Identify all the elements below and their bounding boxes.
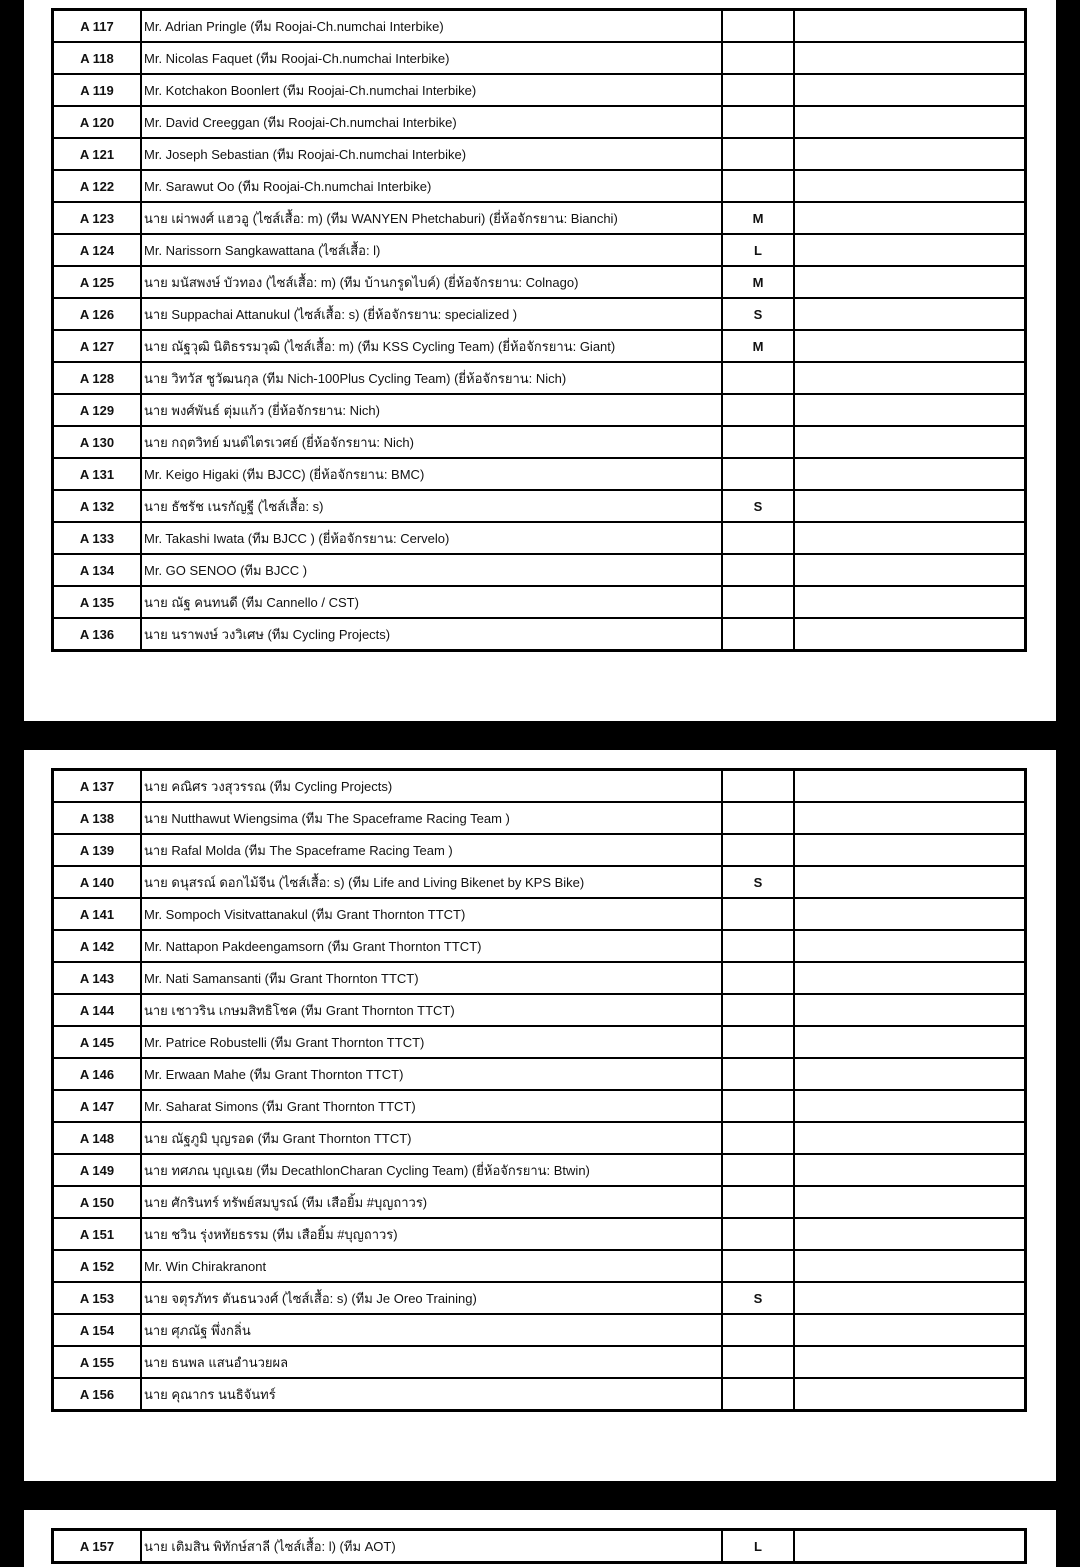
extra-cell (794, 866, 1026, 898)
participant-name-cell: Mr. Kotchakon Boonlert (ทีม Roojai-Ch.numchai Interbike) (141, 74, 722, 106)
participant-name-cell: นาย กฤตวิทย์ มนต์ไตรเวศย์ (ยี่ห้อจักรยาน: Nich) (141, 426, 722, 458)
shirt-size-cell (722, 106, 794, 138)
extra-cell (794, 106, 1026, 138)
participant-table (51, 8, 1027, 652)
participant-table (51, 1528, 1027, 1564)
shirt-size-cell: M (722, 202, 794, 234)
bib-number-cell: A 146 (53, 1058, 142, 1090)
table-row (53, 394, 1026, 426)
table-row (53, 1250, 1026, 1282)
participant-name-cell: นาย ดนุสรณ์ ดอกไม้จีน (ไซส์เสื้อ: s) (ทีม Life and Living Bikenet by KPS Bike) (141, 866, 722, 898)
extra-cell (794, 10, 1026, 43)
shirt-size-cell (722, 362, 794, 394)
extra-cell (794, 1154, 1026, 1186)
bib-number-cell: A 149 (53, 1154, 142, 1186)
table-row (53, 202, 1026, 234)
extra-cell (794, 458, 1026, 490)
participant-name-cell: นาย ณัฐ คนทนดี (ทีม Cannello / CST) (141, 586, 722, 618)
bib-number-cell: A 135 (53, 586, 142, 618)
participant-name-cell: นาย ศุภณัฐ พึ่งกลิ่น (141, 1314, 722, 1346)
participant-name-cell: นาย เติมสิน พิทักษ์สาลี (ไซส์เสื้อ: l) (ทีม AOT) (141, 1530, 722, 1563)
extra-cell (794, 42, 1026, 74)
table-row (53, 138, 1026, 170)
table-row (53, 458, 1026, 490)
shirt-size-cell: S (722, 490, 794, 522)
extra-cell (794, 802, 1026, 834)
bib-number-cell: A 154 (53, 1314, 142, 1346)
extra-cell (794, 1378, 1026, 1411)
shirt-size-cell (722, 930, 794, 962)
table-row (53, 1282, 1026, 1314)
bib-number-cell: A 126 (53, 298, 142, 330)
shirt-size-cell (722, 1026, 794, 1058)
bib-number-cell: A 118 (53, 42, 142, 74)
table-row (53, 898, 1026, 930)
participant-name-cell: Mr. Patrice Robustelli (ทีม Grant Thornton TTCT) (141, 1026, 722, 1058)
extra-cell (794, 170, 1026, 202)
extra-cell (794, 586, 1026, 618)
table-row (53, 42, 1026, 74)
shirt-size-cell: M (722, 266, 794, 298)
shirt-size-cell: L (722, 1530, 794, 1563)
participant-table (51, 768, 1027, 1412)
bib-number-cell: A 157 (53, 1530, 142, 1563)
shirt-size-cell (722, 770, 794, 803)
bib-number-cell: A 122 (53, 170, 142, 202)
participant-name-cell: Mr. Nati Samansanti (ทีม Grant Thornton TTCT) (141, 962, 722, 994)
table-row (53, 10, 1026, 43)
table-row (53, 554, 1026, 586)
extra-cell (794, 898, 1026, 930)
shirt-size-cell (722, 1154, 794, 1186)
table-row (53, 1090, 1026, 1122)
shirt-size-cell (722, 74, 794, 106)
table-row (53, 266, 1026, 298)
table-row (53, 1346, 1026, 1378)
participant-name-cell: Mr. Sarawut Oo (ทีม Roojai-Ch.numchai Interbike) (141, 170, 722, 202)
table-row (53, 330, 1026, 362)
extra-cell (794, 362, 1026, 394)
participant-name-cell: Mr. Saharat Simons (ทีม Grant Thornton TTCT) (141, 1090, 722, 1122)
table-row (53, 1186, 1026, 1218)
bib-number-cell: A 144 (53, 994, 142, 1026)
bib-number-cell: A 120 (53, 106, 142, 138)
participant-name-cell: นาย ธนพล แสนอำนวยผล (141, 1346, 722, 1378)
participant-name-cell: Mr. Takashi Iwata (ทีม BJCC ) (ยี่ห้อจักรยาน: Cervelo) (141, 522, 722, 554)
shirt-size-cell (722, 898, 794, 930)
extra-cell (794, 554, 1026, 586)
shirt-size-cell: S (722, 298, 794, 330)
participant-name-cell: Mr. Erwaan Mahe (ทีม Grant Thornton TTCT) (141, 1058, 722, 1090)
extra-cell (794, 1346, 1026, 1378)
bib-number-cell: A 145 (53, 1026, 142, 1058)
table-row (53, 1154, 1026, 1186)
bib-number-cell: A 143 (53, 962, 142, 994)
bib-number-cell: A 131 (53, 458, 142, 490)
participant-name-cell: นาย วิทวัส ชูวัฒนกุล (ทีม Nich-100Plus Cycling Team) (ยี่ห้อจักรยาน: Nich) (141, 362, 722, 394)
participant-name-cell: นาย ธัชรัช เนรกัญฐี (ไซส์เสื้อ: s) (141, 490, 722, 522)
participant-name-cell: Mr. GO SENOO (ทีม BJCC ) (141, 554, 722, 586)
extra-cell (794, 490, 1026, 522)
table-row (53, 618, 1026, 651)
shirt-size-cell (722, 394, 794, 426)
table-row (53, 1530, 1026, 1563)
document-page-1 (24, 0, 1056, 721)
shirt-size-cell: S (722, 866, 794, 898)
table-row (53, 994, 1026, 1026)
table-row (53, 362, 1026, 394)
bib-number-cell: A 124 (53, 234, 142, 266)
table-row (53, 522, 1026, 554)
participant-name-cell: นาย พงศ์พันธ์ ตุ่มแก้ว (ยี่ห้อจักรยาน: Nich) (141, 394, 722, 426)
bib-number-cell: A 121 (53, 138, 142, 170)
extra-cell (794, 138, 1026, 170)
extra-cell (794, 1090, 1026, 1122)
bib-number-cell: A 138 (53, 802, 142, 834)
shirt-size-cell (722, 834, 794, 866)
bib-number-cell: A 127 (53, 330, 142, 362)
shirt-size-cell: L (722, 234, 794, 266)
bib-number-cell: A 123 (53, 202, 142, 234)
shirt-size-cell (722, 962, 794, 994)
participant-name-cell: นาย คุณากร นนธิจันทร์ (141, 1378, 722, 1411)
bib-number-cell: A 139 (53, 834, 142, 866)
table-row (53, 962, 1026, 994)
table-row (53, 770, 1026, 803)
extra-cell (794, 266, 1026, 298)
bib-number-cell: A 142 (53, 930, 142, 962)
bib-number-cell: A 133 (53, 522, 142, 554)
extra-cell (794, 74, 1026, 106)
bib-number-cell: A 129 (53, 394, 142, 426)
participant-name-cell: นาย Suppachai Attanukul (ไซส์เสื้อ: s) (ยี่ห้อจักรยาน: specialized ) (141, 298, 722, 330)
extra-cell (794, 522, 1026, 554)
document-page-3 (24, 1510, 1056, 1567)
participant-name-cell: Mr. Keigo Higaki (ทีม BJCC) (ยี่ห้อจักรยาน: BMC) (141, 458, 722, 490)
extra-cell (794, 618, 1026, 651)
participant-name-cell: Mr. Sompoch Visitvattanakul (ทีม Grant Thornton TTCT) (141, 898, 722, 930)
bib-number-cell: A 141 (53, 898, 142, 930)
shirt-size-cell (722, 618, 794, 651)
table-row (53, 426, 1026, 458)
extra-cell (794, 234, 1026, 266)
shirt-size-cell (722, 10, 794, 43)
extra-cell (794, 1122, 1026, 1154)
table-row (53, 1218, 1026, 1250)
table-row (53, 298, 1026, 330)
shirt-size-cell (722, 138, 794, 170)
participant-name-cell: นาย นราพงษ์ วงวิเศษ (ทีม Cycling Projects) (141, 618, 722, 651)
shirt-size-cell: S (722, 1282, 794, 1314)
shirt-size-cell (722, 1378, 794, 1411)
bib-number-cell: A 156 (53, 1378, 142, 1411)
participant-name-cell: นาย ทศภณ บุญเฉย (ทีม DecathlonCharan Cycling Team) (ยี่ห้อจักรยาน: Btwin) (141, 1154, 722, 1186)
table-row (53, 1122, 1026, 1154)
extra-cell (794, 1026, 1026, 1058)
participant-name-cell: Mr. David Creeggan (ทีม Roojai-Ch.numchai Interbike) (141, 106, 722, 138)
bib-number-cell: A 132 (53, 490, 142, 522)
table-row (53, 834, 1026, 866)
participant-name-cell: นาย จตุรภัทร ตันธนวงศ์ (ไซส์เสื้อ: s) (ทีม Je Oreo Training) (141, 1282, 722, 1314)
extra-cell (794, 1218, 1026, 1250)
bib-number-cell: A 137 (53, 770, 142, 803)
shirt-size-cell (722, 554, 794, 586)
bib-number-cell: A 153 (53, 1282, 142, 1314)
participant-name-cell: Mr. Win Chirakranont (141, 1250, 722, 1282)
table-row (53, 1026, 1026, 1058)
extra-cell (794, 1282, 1026, 1314)
bib-number-cell: A 136 (53, 618, 142, 651)
extra-cell (794, 962, 1026, 994)
bib-number-cell: A 140 (53, 866, 142, 898)
participant-name-cell: นาย Nutthawut Wiengsima (ทีม The Spaceframe Racing Team ) (141, 802, 722, 834)
participant-name-cell: Mr. Nattapon Pakdeengamsorn (ทีม Grant Thornton TTCT) (141, 930, 722, 962)
extra-cell (794, 1058, 1026, 1090)
extra-cell (794, 298, 1026, 330)
shirt-size-cell (722, 170, 794, 202)
bib-number-cell: A 151 (53, 1218, 142, 1250)
shirt-size-cell (722, 458, 794, 490)
extra-cell (794, 202, 1026, 234)
shirt-size-cell (722, 522, 794, 554)
participant-name-cell: นาย เผ่าพงศ์ แฮวอู (ไซส์เสื้อ: m) (ทีม WANYEN Phetchaburi) (ยี่ห้อจักรยาน: Bianchi) (141, 202, 722, 234)
bib-number-cell: A 117 (53, 10, 142, 43)
bib-number-cell: A 147 (53, 1090, 142, 1122)
extra-cell (794, 394, 1026, 426)
participant-name-cell: Mr. Narissorn Sangkawattana (ไซส์เสื้อ: l) (141, 234, 722, 266)
participant-name-cell: นาย Rafal Molda (ทีม The Spaceframe Racing Team ) (141, 834, 722, 866)
extra-cell (794, 770, 1026, 803)
shirt-size-cell (722, 1250, 794, 1282)
participant-name-cell: Mr. Adrian Pringle (ทีม Roojai-Ch.numchai Interbike) (141, 10, 722, 43)
bib-number-cell: A 130 (53, 426, 142, 458)
table-row (53, 74, 1026, 106)
table-row (53, 1378, 1026, 1411)
participant-name-cell: Mr. Nicolas Faquet (ทีม Roojai-Ch.numchai Interbike) (141, 42, 722, 74)
participant-name-cell: นาย ชวิน รุ่งหทัยธรรม (ทีม เสือยิ้ม #บุญถาวร) (141, 1218, 722, 1250)
shirt-size-cell (722, 1122, 794, 1154)
extra-cell (794, 1250, 1026, 1282)
shirt-size-cell (722, 426, 794, 458)
bib-number-cell: A 128 (53, 362, 142, 394)
table-row (53, 1058, 1026, 1090)
table-row (53, 490, 1026, 522)
extra-cell (794, 994, 1026, 1026)
shirt-size-cell (722, 994, 794, 1026)
participant-name-cell: นาย ณัฐวุฒิ นิติธรรมวุฒิ (ไซส์เสื้อ: m) (ทีม KSS Cycling Team) (ยี่ห้อจักรยาน: Giant) (141, 330, 722, 362)
shirt-size-cell (722, 1346, 794, 1378)
shirt-size-cell (722, 1090, 794, 1122)
participant-name-cell: นาย คณิศร วงสุวรรณ (ทีม Cycling Projects) (141, 770, 722, 803)
shirt-size-cell: M (722, 330, 794, 362)
bib-number-cell: A 155 (53, 1346, 142, 1378)
shirt-size-cell (722, 802, 794, 834)
table-row (53, 170, 1026, 202)
table-row (53, 1314, 1026, 1346)
shirt-size-cell (722, 1186, 794, 1218)
bib-number-cell: A 152 (53, 1250, 142, 1282)
table-row (53, 586, 1026, 618)
table-row (53, 234, 1026, 266)
table-row (53, 866, 1026, 898)
shirt-size-cell (722, 1058, 794, 1090)
extra-cell (794, 1186, 1026, 1218)
shirt-size-cell (722, 586, 794, 618)
document-page-2 (24, 750, 1056, 1481)
participant-name-cell: นาย เชาวริน เกษมสิทธิโชค (ทีม Grant Thornton TTCT) (141, 994, 722, 1026)
shirt-size-cell (722, 1218, 794, 1250)
shirt-size-cell (722, 1314, 794, 1346)
extra-cell (794, 930, 1026, 962)
participant-name-cell: นาย มนัสพงษ์ บัวทอง (ไซส์เสื้อ: m) (ทีม บ้านกรูดไบค์) (ยี่ห้อจักรยาน: Colnago) (141, 266, 722, 298)
participant-name-cell: Mr. Joseph Sebastian (ทีม Roojai-Ch.numchai Interbike) (141, 138, 722, 170)
participant-name-cell: นาย ณัฐภูมิ บุญรอด (ทีม Grant Thornton TTCT) (141, 1122, 722, 1154)
table-row (53, 802, 1026, 834)
bib-number-cell: A 150 (53, 1186, 142, 1218)
participant-name-cell: นาย ศักรินทร์ ทรัพย์สมบูรณ์ (ทีม เสือยิ้ม #บุญถาวร) (141, 1186, 722, 1218)
bib-number-cell: A 119 (53, 74, 142, 106)
extra-cell (794, 1314, 1026, 1346)
table-row (53, 106, 1026, 138)
bib-number-cell: A 148 (53, 1122, 142, 1154)
extra-cell (794, 1530, 1026, 1563)
extra-cell (794, 426, 1026, 458)
extra-cell (794, 834, 1026, 866)
bib-number-cell: A 125 (53, 266, 142, 298)
shirt-size-cell (722, 42, 794, 74)
extra-cell (794, 330, 1026, 362)
bib-number-cell: A 134 (53, 554, 142, 586)
table-row (53, 930, 1026, 962)
